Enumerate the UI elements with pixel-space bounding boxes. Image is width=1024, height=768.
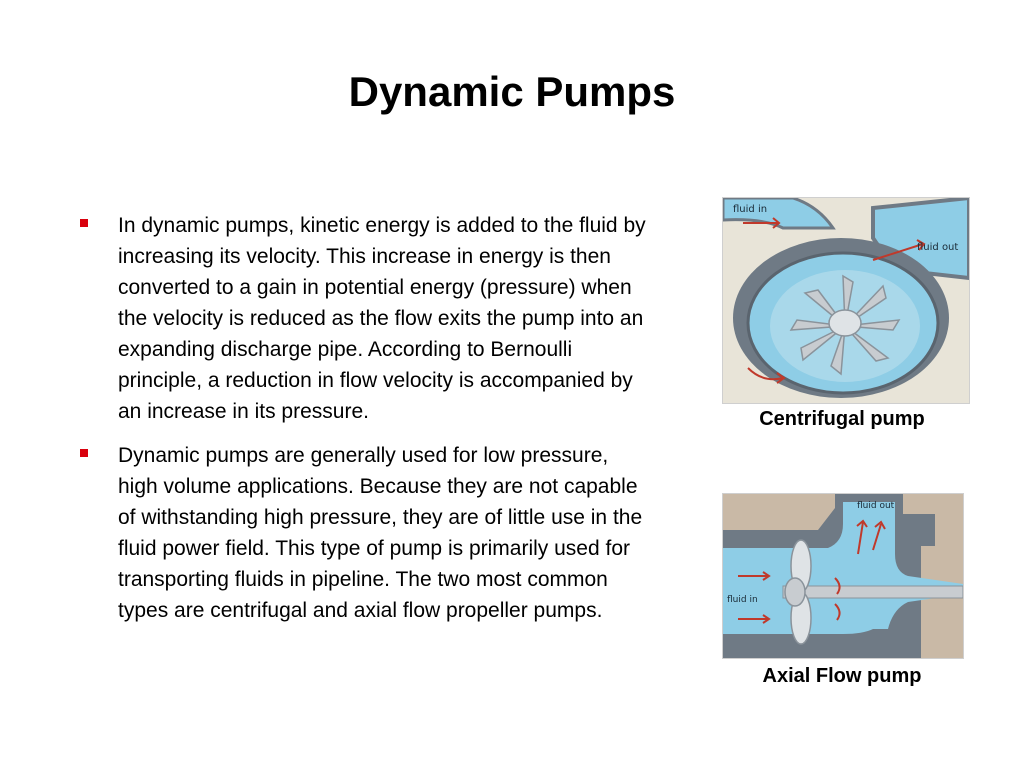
- bullet-item: [78, 210, 648, 427]
- fluid-out-label: fluid out: [917, 242, 959, 253]
- centrifugal-pump-illustration: [722, 197, 970, 404]
- fluid-out-label: fluid out: [857, 501, 895, 511]
- bullet-text: In dynamic pumps, kinetic energy is added to the fluid by increasing its velocity. This increase in energy is then converted to a gain in potential energy (pressure) when the velocity is reduced as the flow exits the pump into an expanding discharge pipe. According to Bernoulli principle, a reduction in flow velocity is accompanied by an increase in its pressure.: [118, 214, 646, 423]
- square-bullet-icon: [80, 449, 88, 457]
- bullet-text: Dynamic pumps are generally used for low pressure, high volume applications. Because they are not capable of withstanding high pressure, they are of little use in the fluid power field. This type of pump is primarily used for transporting fluids in pipeline. The two most common types are centrifugal and axial flow propeller pumps.: [118, 444, 643, 622]
- bullet-item: [78, 440, 648, 626]
- centrifugal-pump-caption: Centrifugal pump: [759, 408, 925, 430]
- slide-title: Dynamic Pumps: [348, 68, 676, 115]
- square-bullet-icon: [80, 219, 88, 227]
- axial-pump-caption: Axial Flow pump: [762, 665, 922, 687]
- axial-pump-figure: [722, 493, 972, 688]
- axial-pump-illustration: [722, 493, 964, 659]
- bullet-list: [78, 210, 648, 639]
- fluid-in-label: fluid in: [733, 204, 768, 215]
- fluid-in-label: fluid in: [727, 595, 758, 605]
- centrifugal-pump-figure: [722, 197, 972, 431]
